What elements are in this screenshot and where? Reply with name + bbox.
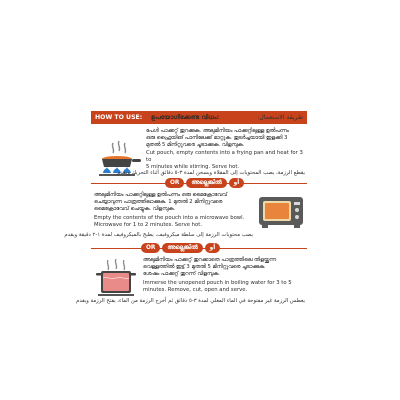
section2-arabic: يصب محتويات الرزمة إلى سلطة ميكروفيف، يطبخ بالميكروفيف لمدة ١-٢ دقيقة ويقدم [64, 232, 253, 238]
instructions-header [91, 111, 307, 124]
or-badge-2: OR അല്ലെങ്കിൽ أو [141, 243, 220, 253]
usage-instructions-panel [64, 111, 307, 334]
boiling-pot-icon [94, 258, 138, 298]
section1-malayalam: പേൾ പാക്കറ്റ് തുറക്കുക. അലുമിനിയം പാക്കറ്റിലുള്ള ഉൽപന്നം ഒരു ഫ്രൈയിങ് പാനിലേക്ക് മാറ്റുക. തുടർച്ചയായി ഇളക്കി 3 മുതൽ 5 മിനിറ്റുവരെ ചൂടാക്കുക. വിളമ്പുക. [146, 128, 289, 148]
microwave-icon [258, 195, 304, 229]
section2-english: Empty the contents of the pouch into a microwave bowl. Microwave for 1 to 2 minutes. Serve hot. [94, 215, 245, 228]
section3-malayalam: അലുമിനിയം പാക്കറ്റ് തുറക്കാതെ പാത്രത്തിലെ തിളയ്ക്കുന്ന വെള്ളത്തിൽ ഇട്ട് 3 മുതൽ 5 മിനിറ്റുവരെ ചൂടാക്കുക. ശേഷം പാക്കറ്റ് തുറന്ന് വിളമ്പുക. [143, 257, 276, 277]
section1-english: Cut pouch, empty contents into a frying pan and heat for 3 to 5 minutes while stirring. Serve hot. [146, 150, 303, 170]
header-arabic: طريقة الاستعمال: [257, 114, 303, 121]
header-english: HOW TO USE: [95, 114, 143, 121]
header-malayalam: ഉപയോഗിക്കേണ്ട വിധം: [151, 114, 220, 121]
section3-arabic: يغطس الرزمة غير مفتوحة في الماء المغلي لمدة ٣-٥ دقائق ثم أخرج الرزمة من الماء، يفتح الرزمة ويقدم [76, 298, 305, 304]
or-badge-1: OR അല്ലെങ്കിൽ أو [165, 178, 244, 188]
section3-english: Immerse the unopened pouch in boiling water for 3 to 5 minutes. Remove, cut, open and serve. [143, 280, 292, 293]
section1-arabic: يقطع الرزمة، يصب المحتويات إلى المقلاة ويسخن لمدة ٣-٥ دقائق أثناء التحريك ويقدم [117, 170, 305, 176]
section2-malayalam: അലുമിനിയം പാക്കറ്റിലുള്ള ഉൽപന്നം ഒരു മൈക്രോവേവ് ചെയ്യാവുന്ന പാത്രത്തിലാക്കുക. 1 മുതൽ 2 മിനിറ്റുവരെ മൈക്രോവേവ് ചെയ്യുക. വിളമ്പുക. [94, 192, 228, 212]
